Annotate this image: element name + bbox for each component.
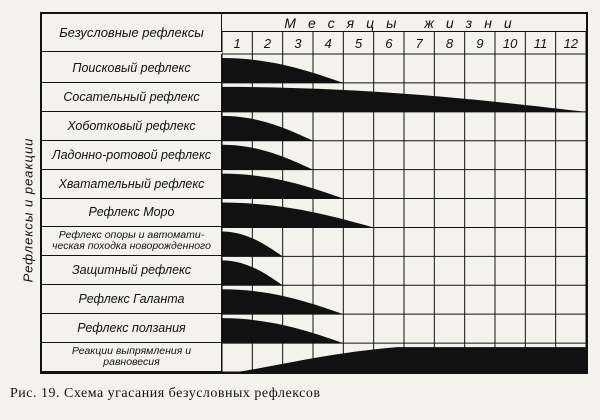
row-label: Защитный рефлекс [42,256,222,285]
reflex-table [40,12,588,374]
month-label-8: 8 [445,35,454,51]
reflex-chart-grid [222,14,586,372]
month-label-2: 2 [263,35,272,51]
month-label-10: 10 [502,35,518,51]
month-label-6: 6 [385,35,393,51]
months-title: Месяцы жизни [222,14,586,32]
month-label-12: 12 [563,35,579,51]
side-axis-text: Рефлексы и реакции [20,137,36,283]
figure-caption: Рис. 19. Схема угасания безусловных рефлексов [10,386,321,401]
month-label-11: 11 [533,35,548,51]
month-label-9: 9 [476,35,484,51]
month-label-3: 3 [294,35,302,51]
reflex-bar [222,145,313,170]
row-label: Рефлекс Моро [42,199,222,228]
month-label-4: 4 [324,35,332,51]
reflex-bar [222,203,374,228]
month-label-7: 7 [415,35,423,51]
row-label: Хватательный рефлекс [42,170,222,199]
row-label: Рефлекс Галанта [42,285,222,314]
row-label: Реакции выпрямления и равновесия [42,343,222,372]
row-label: Рефлекс ползания [42,314,222,343]
row-label: Хоботковый рефлекс [42,112,222,141]
side-axis-label [14,120,42,300]
row-label: Рефлекс опоры и автомати-ческая походка новорожденного [42,227,222,256]
row-label: Поисковый рефлекс [42,54,222,83]
row-label: Сосательный рефлекс [42,83,222,112]
reflex-bar [222,116,313,141]
row-label: Ладонно-ротовой рефлекс [42,141,222,170]
month-label-5: 5 [354,35,363,51]
month-label-1: 1 [233,35,241,51]
reflex-bar [237,347,586,372]
header-label: Безусловные рефлексы [42,14,222,52]
